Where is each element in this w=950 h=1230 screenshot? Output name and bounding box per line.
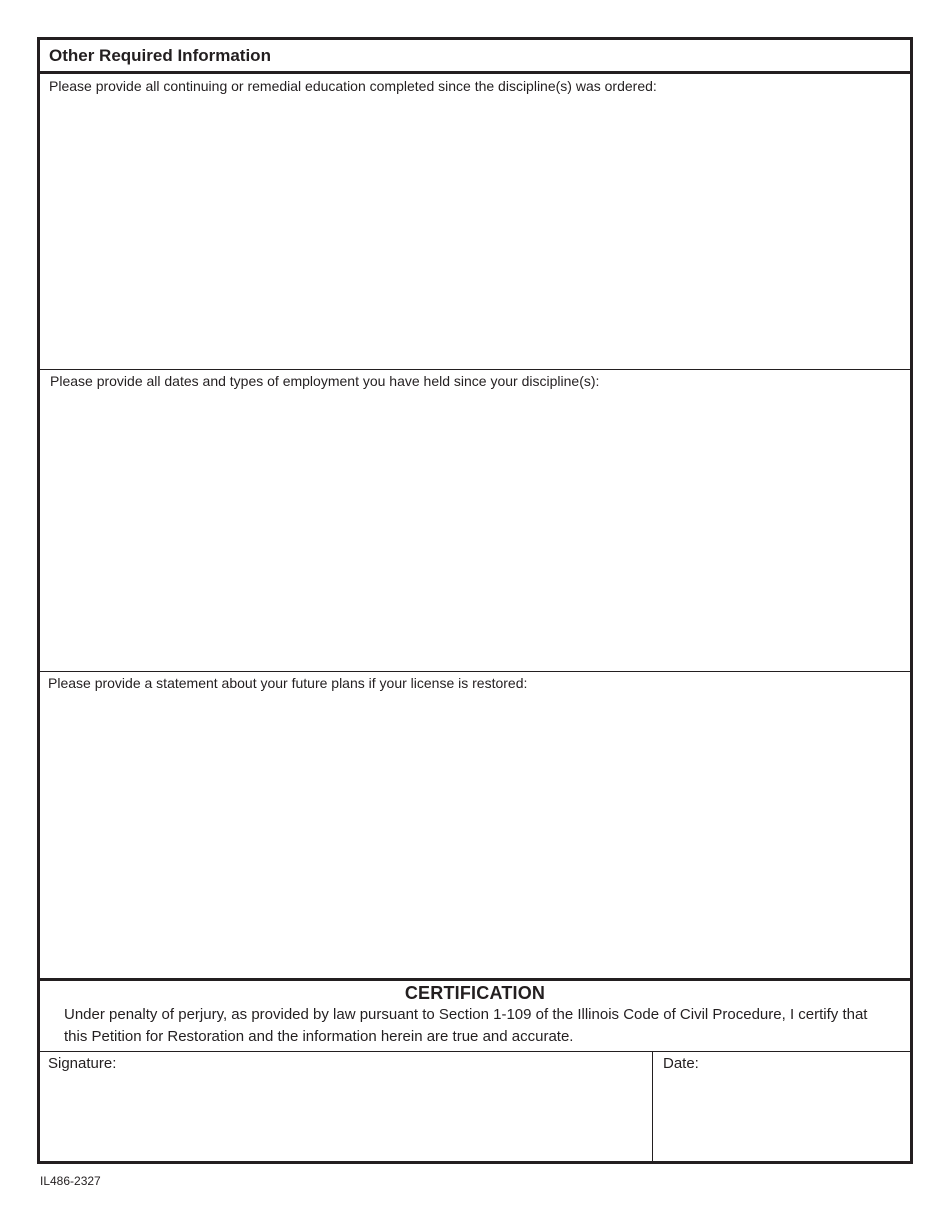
signature-row bbox=[40, 1052, 910, 1161]
employment-section bbox=[40, 370, 910, 672]
employment-answer-field[interactable] bbox=[46, 394, 904, 665]
date-label: Date: bbox=[663, 1055, 699, 1072]
employment-prompt: Please provide all dates and types of employment you have held since your discipline(s): bbox=[50, 373, 600, 389]
future-plans-prompt: Please provide a statement about your future plans if your license is restored: bbox=[48, 675, 528, 691]
certification-text: Under penalty of perjury, as provided by law pursuant to Section 1-109 of the Illinois Code of Civil Procedure, I certify that this Petition for Restoration and the information herein are true and accurate. bbox=[64, 1006, 868, 1045]
education-answer-field[interactable] bbox=[46, 98, 904, 363]
education-section bbox=[40, 74, 910, 370]
form-id: IL486-2327 bbox=[40, 1174, 101, 1188]
future-plans-section bbox=[40, 672, 910, 981]
signature-field[interactable] bbox=[40, 1052, 653, 1161]
page-title: Other Required Information bbox=[49, 46, 271, 65]
section-header bbox=[40, 40, 910, 74]
signature-label: Signature: bbox=[48, 1055, 117, 1072]
form-frame bbox=[37, 37, 913, 1164]
certification-section bbox=[40, 981, 910, 1052]
education-prompt: Please provide all continuing or remedial education completed since the discipline(s) was ordered: bbox=[49, 78, 657, 94]
date-field[interactable] bbox=[653, 1052, 910, 1161]
certification-title: CERTIFICATION bbox=[404, 983, 546, 1003]
future-plans-answer-field[interactable] bbox=[46, 696, 904, 972]
